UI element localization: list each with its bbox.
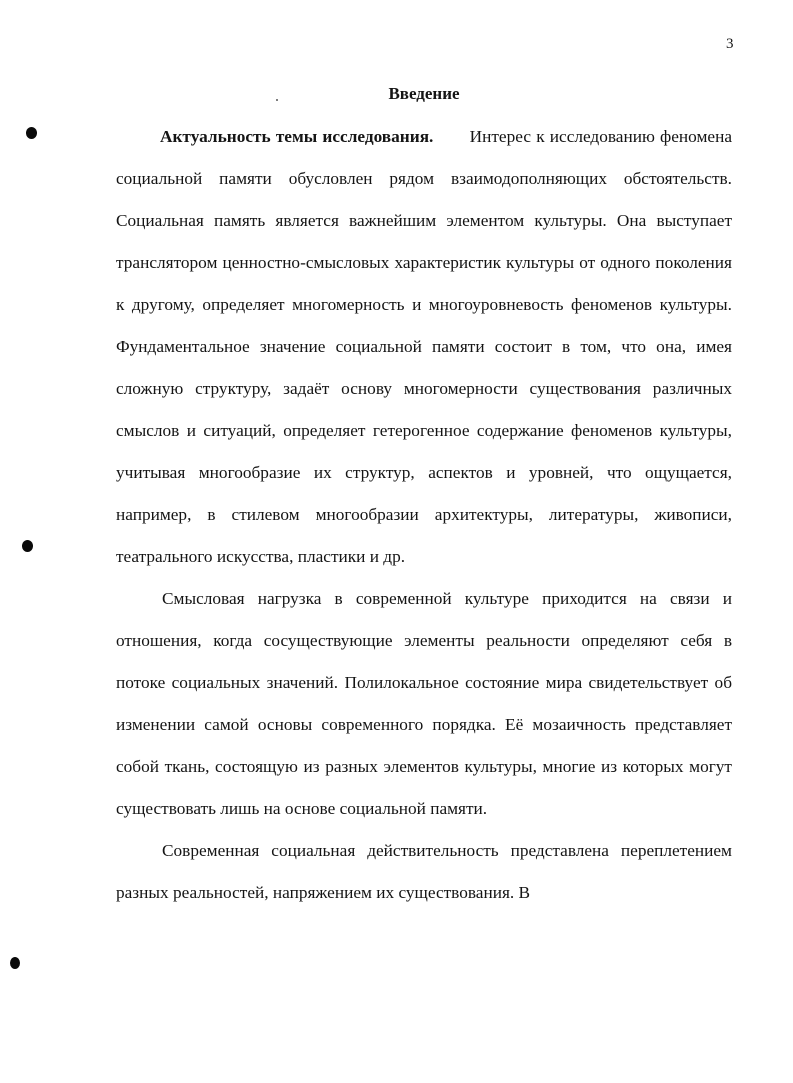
paragraph: Смысловая нагрузка в современной культуре приходится на связи и отношения, когда сосуществующие элементы реальности определяют себя в потоке социальных значений. Полилокальное состояние мира свидетельствует об изменении самой основы современного порядка. Её мозаичность представляет собой ткань, состоящую из разных элементов культуры, многие из которых могут существовать лишь на основе социальной памяти. xyxy=(116,589,732,818)
body-text xyxy=(116,116,732,914)
paragraph: Современная социальная действительность представлена переплетением разных реальностей, напряжением их существования. В xyxy=(116,841,732,902)
punch-hole-mark xyxy=(10,957,20,969)
paragraph xyxy=(116,116,732,578)
punch-hole-mark xyxy=(26,127,37,139)
page-number: 3 xyxy=(726,36,734,52)
punch-hole-mark xyxy=(22,540,33,552)
paragraph-text: Интерес к исследованию феномена социальной памяти обусловлен рядом взаимодополняющих обстоятельств. Социальная память является важнейшим элементом культуры. Она выступает транслятором ценностно-смысловых характеристик культуры от одного поколения к другому, определяет многомерность и многоуровневость феноменов культуры. Фундаментальное значение социальной памяти состоит в том, что она, имея сложную структуру, задаёт основу многомерности существования различных смыслов и ситуаций, определяет гетерогенное содержание феноменов культуры, учитывая многообразие их структур, аспектов и уровней, что ощущается, например, в стилевом многообразии архитектуры, литературы, живописи, театрального искусства, пластики и др. xyxy=(116,127,733,566)
section-heading: Актуальность темы исследования. xyxy=(160,127,434,146)
page-title: Введение xyxy=(388,84,460,103)
